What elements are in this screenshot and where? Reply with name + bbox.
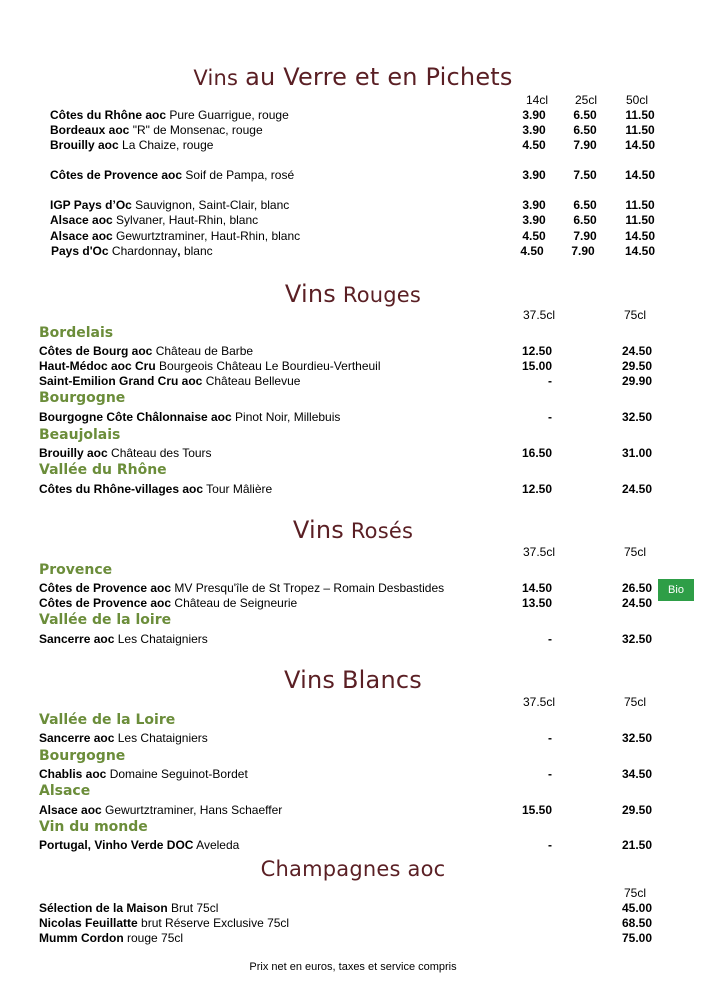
price: 75.00 [621,931,653,945]
wine-row [39,596,297,610]
region-heading: Provence [39,562,113,578]
wine-row [39,446,212,460]
appellation: Côtes du Rhône-villages aoc [39,482,204,496]
wine-desc: Les Chataigniers [114,632,208,646]
price: 14.50 [624,168,656,182]
price: 34.50 [621,767,653,781]
appellation: Bourgogne Côte Châlonnaise aoc [39,410,232,424]
footer-note: Prix net en euros, taxes et service compris [249,961,457,973]
region-heading: Vin du monde [39,819,148,835]
title-rest: Blancs [342,666,422,694]
price: 6.50 [573,198,597,212]
price: 11.50 [625,108,655,122]
wine-row [50,229,300,243]
wine-desc: Château Bellevue [202,374,301,388]
wine-desc: MV Presqu'île de St Tropez – Romain Desbastides [171,581,445,595]
title-rest: Rouges [342,283,422,307]
wine-row [50,168,294,182]
price: 7.90 [573,138,597,152]
wine-row [50,108,289,122]
wine-desc: Soif de Pampa, rosé [182,168,295,182]
wine-desc: Chardonnay [108,244,178,258]
appellation: Chablis aoc [39,767,107,781]
appellation: Pays d'Oc [51,244,109,258]
wine-desc: Tour Mâlière [203,482,273,496]
price: 14.50 [521,581,553,595]
price: 15.50 [521,803,553,817]
region-heading: Beaujolais [39,427,121,443]
price: - [548,410,552,424]
wine-desc: Pure Guarrigue, rouge [166,108,289,122]
price: 45.00 [621,901,653,915]
price: 3.90 [522,108,546,122]
wine-desc: rouge 75cl [123,931,184,945]
appellation: Mumm Cordon [39,931,124,945]
appellation: Sancerre aoc [39,731,115,745]
col-header-75cl: 75cl [623,695,646,709]
price: - [548,838,552,852]
col-header-75cl: 75cl [623,886,646,900]
col-header-37cl: 37.5cl [522,308,556,322]
appellation: Brouilly aoc [50,138,119,152]
section-title-blancs [0,666,706,694]
wine-desc: Gewurtztraminer, Hans Schaeffer [101,803,283,817]
wine-row [39,767,248,781]
wine-row [50,198,289,212]
price: 24.50 [621,596,653,610]
price: 24.50 [621,482,653,496]
section-title-verre [0,63,706,91]
price: 3.90 [522,198,546,212]
wine-desc: Sylvaner, Haut-Rhin, blanc [112,213,259,227]
appellation: IGP Pays d’Oc [50,198,132,212]
wine-desc: La Chaize, rouge [118,138,214,152]
wine-desc: Domaine Seguinot-Bordet [106,767,248,781]
wine-desc: Aveleda [193,838,240,852]
price: 12.50 [521,344,553,358]
appellation: Côtes de Provence aoc [50,168,183,182]
price: 4.50 [522,138,546,152]
col-header-75cl: 75cl [623,308,646,322]
price: 32.50 [621,410,653,424]
price: - [548,374,552,388]
title-word: Vins [292,516,344,544]
price: 4.50 [520,244,544,258]
price: 26.50 [621,581,653,595]
wine-row [39,916,289,930]
wine-desc: brut Réserve Exclusive 75cl [137,916,290,930]
title-rest: Rosés [350,519,414,543]
wine-desc: Brut 75cl [167,901,219,915]
price: 11.50 [625,213,655,227]
price: 3.90 [522,123,546,137]
col-header-37cl: 37.5cl [522,695,556,709]
wine-row [39,344,253,358]
appellation: Saint-Emilion Grand Cru aoc [39,374,203,388]
comma: , [177,244,181,258]
price: 6.50 [573,108,597,122]
wine-row [39,838,239,852]
price: 29.50 [621,803,653,817]
wine-desc: Bourgeois Château Le Bourdieu-Vertheuil [155,359,381,373]
appellation: Côtes de Bourg aoc [39,344,153,358]
col-header-25cl: 25cl [574,93,597,107]
price: - [548,632,552,646]
price: 11.50 [625,198,655,212]
price: 32.50 [621,632,653,646]
appellation: Côtes de Provence aoc [39,596,172,610]
price: 3.90 [522,168,546,182]
region-heading: Vallée du Rhône [39,462,167,478]
region-heading: Alsace [39,783,91,799]
appellation: Alsace aoc [50,229,113,243]
region-heading: Vallée de la loire [39,612,172,628]
price: 29.90 [621,374,653,388]
section-title-roses [0,516,706,544]
wine-row [39,374,300,388]
title-word: Vins [193,66,239,90]
price: 32.50 [621,731,653,745]
col-header-14cl: 14cl [525,93,548,107]
price: - [548,731,552,745]
price: 16.50 [521,446,553,460]
col-header-75cl: 75cl [623,545,646,559]
appellation: Haut-Médoc aoc Cru [39,359,156,373]
wine-row [50,138,213,152]
title-rest: au Verre et en Pichets [245,63,513,91]
price: 21.50 [621,838,653,852]
wine-desc: Château des Tours [107,446,212,460]
wine-row [39,803,282,817]
appellation: Brouilly aoc [39,446,108,460]
price: 15.00 [521,359,553,373]
price: 4.50 [522,229,546,243]
title-text: Champagnes aoc [260,857,446,881]
wine-desc: Sauvignon, Saint-Clair, blanc [131,198,290,212]
appellation: Côtes de Provence aoc [39,581,172,595]
price: 14.50 [624,229,656,243]
price: 14.50 [624,244,656,258]
wine-desc: blanc [180,244,213,258]
wine-row [50,213,258,227]
appellation: Portugal, Vinho Verde DOC [39,838,194,852]
appellation: Nicolas Feuillatte [39,916,138,930]
wine-row [39,359,381,373]
wine-row [39,731,208,745]
price: 13.50 [521,596,553,610]
price: 7.90 [571,244,595,258]
price: 7.90 [573,229,597,243]
title-word: Vins [284,666,336,694]
price: 31.00 [621,446,653,460]
appellation: Alsace aoc [50,213,113,227]
bio-badge: Bio [658,579,694,601]
appellation: Sancerre aoc [39,632,115,646]
price: 3.90 [522,213,546,227]
price: 6.50 [573,123,597,137]
wine-desc: Pinot Noir, Millebuis [231,410,341,424]
appellation: Alsace aoc [39,803,102,817]
wine-desc: Château de Barbe [152,344,254,358]
col-header-50cl: 50cl [625,93,648,107]
region-heading: Bordelais [39,325,114,341]
price: 68.50 [621,916,653,930]
wine-desc: "R" de Monsenac, rouge [129,123,263,137]
price: 29.50 [621,359,653,373]
wine-desc: Les Chataigniers [114,731,208,745]
region-heading: Bourgogne [39,748,126,764]
price: 7.50 [573,168,597,182]
section-title-champagnes [0,857,706,881]
wine-row [39,482,272,496]
wine-row [50,123,263,137]
appellation: Sélection de la Maison [39,901,168,915]
wine-row [39,410,340,424]
price: - [548,767,552,781]
region-heading: Bourgogne [39,390,126,406]
wine-desc: Château de Seigneurie [171,596,298,610]
wine-row [39,931,183,945]
wine-row [51,244,213,258]
price: 12.50 [521,482,553,496]
price: 24.50 [621,344,653,358]
wine-desc: Gewurtztraminer, Haut-Rhin, blanc [112,229,301,243]
wine-row [39,901,218,915]
col-header-37cl: 37.5cl [522,545,556,559]
wine-row [39,581,444,595]
wine-row [39,632,208,646]
price: 14.50 [624,138,656,152]
price: 6.50 [573,213,597,227]
section-title-rouges [0,280,706,308]
appellation: Bordeaux aoc [50,123,130,137]
price: 11.50 [625,123,655,137]
title-word: Vins [284,280,336,308]
appellation: Côtes du Rhône aoc [50,108,167,122]
region-heading: Vallée de la Loire [39,712,176,728]
